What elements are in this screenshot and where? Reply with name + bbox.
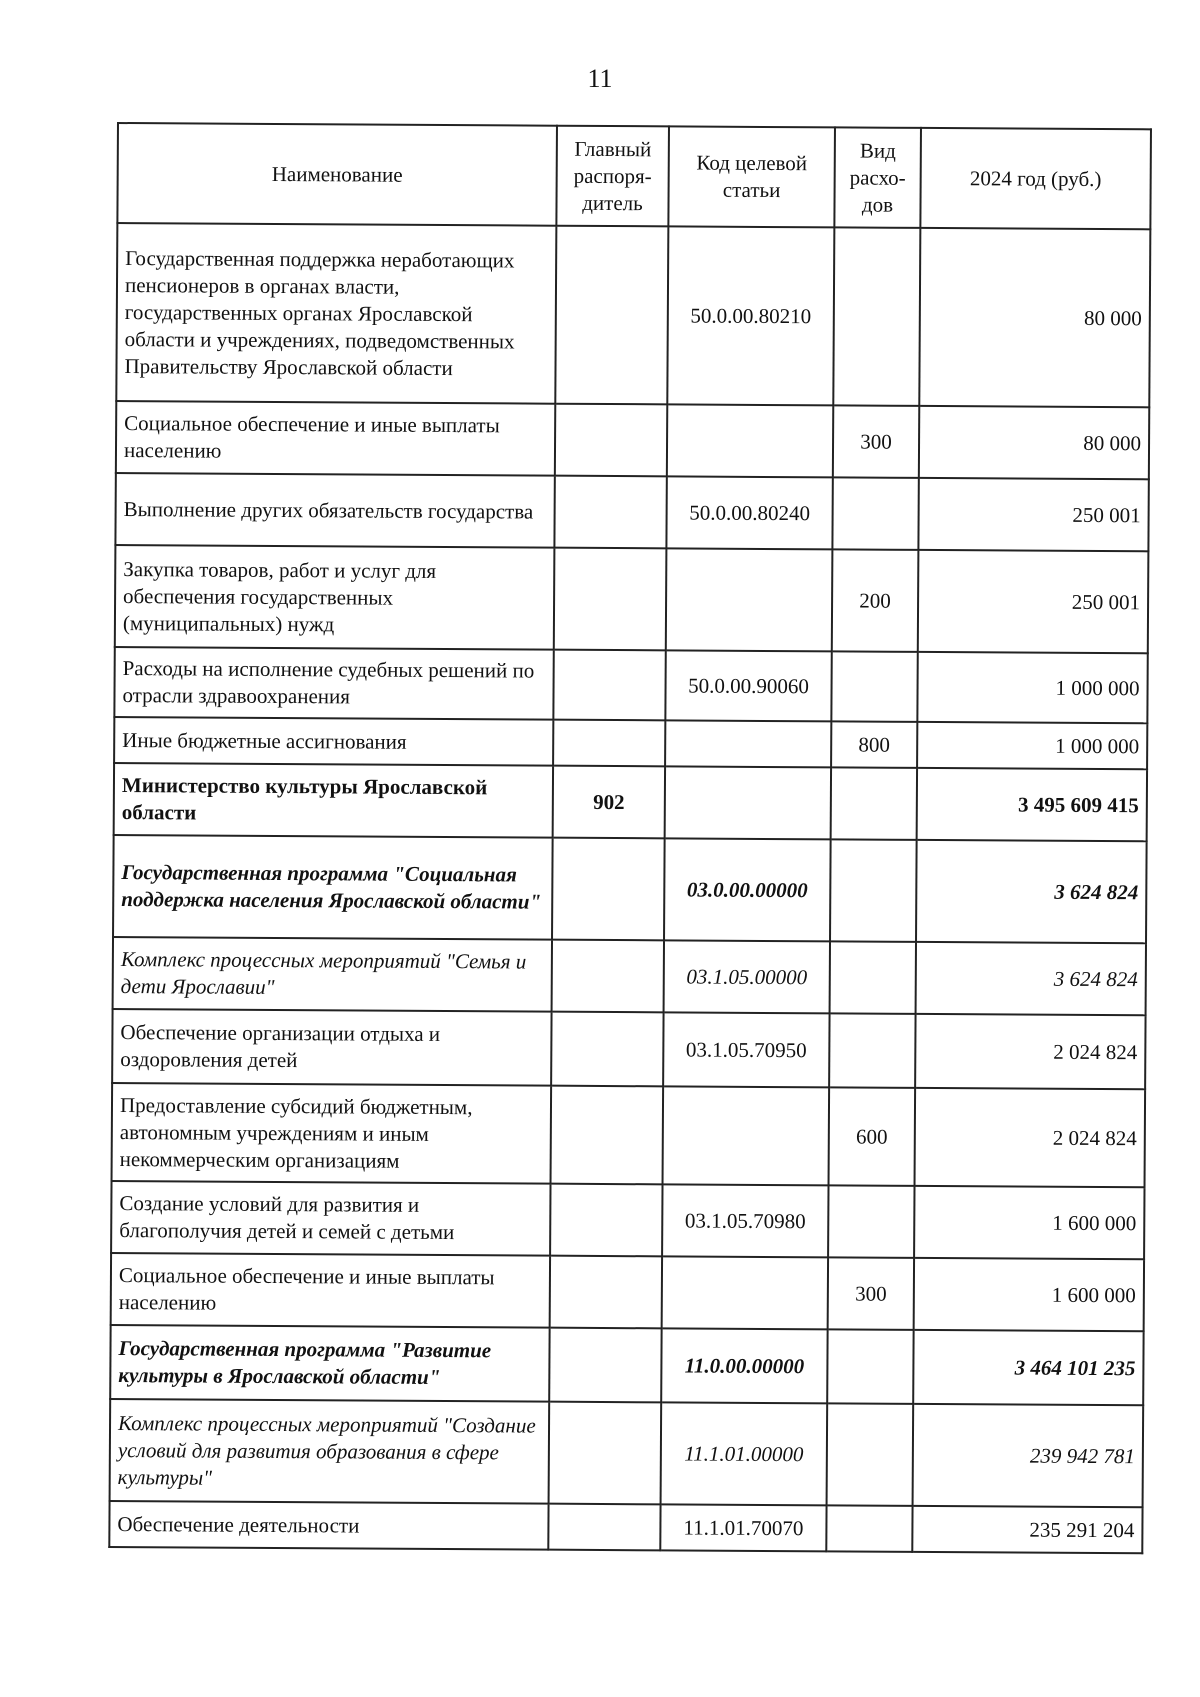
row-amount: 1 600 000 bbox=[914, 1186, 1144, 1259]
row-administrator: 902 bbox=[553, 766, 665, 839]
row-target-code: 50.0.00.80210 bbox=[667, 226, 834, 405]
row-expense-type: 300 bbox=[828, 1257, 914, 1330]
row-amount: 235 291 204 bbox=[912, 1506, 1142, 1553]
table-header-row bbox=[117, 123, 1151, 229]
row-administrator bbox=[549, 1328, 661, 1403]
row-administrator bbox=[551, 1012, 663, 1087]
row-amount: 3 624 824 bbox=[916, 942, 1146, 1015]
row-name: Государственная программа "Развитие культуры в Ярославской области" bbox=[110, 1325, 549, 1402]
row-expense-type bbox=[827, 1329, 913, 1404]
table-row bbox=[110, 1399, 1144, 1507]
row-name: Социальное обеспечение и иные выплаты населению bbox=[116, 401, 555, 476]
row-amount: 3 464 101 235 bbox=[913, 1330, 1143, 1405]
row-target-code bbox=[666, 548, 833, 651]
table-row bbox=[113, 937, 1146, 1015]
table-row bbox=[114, 763, 1147, 841]
table-row bbox=[112, 1009, 1145, 1089]
row-name: Создание условий для развития и благополучия детей и семей с детьми bbox=[111, 1181, 550, 1256]
row-target-code: 03.1.05.70980 bbox=[662, 1184, 828, 1257]
row-target-code: 03.1.05.70950 bbox=[663, 1012, 829, 1087]
row-amount: 1 000 000 bbox=[917, 722, 1147, 769]
row-target-code: 03.1.05.00000 bbox=[664, 940, 830, 1013]
row-administrator bbox=[552, 838, 665, 941]
row-target-code bbox=[667, 404, 833, 477]
page-number: 11 bbox=[587, 64, 613, 93]
table-row bbox=[114, 647, 1147, 723]
row-name: Закупка товаров, работ и услуг для обеспечения государственных (муниципальных) нужд bbox=[115, 545, 555, 650]
table-row bbox=[116, 223, 1150, 407]
header-name: Наименование bbox=[117, 123, 557, 226]
row-expense-type bbox=[826, 1505, 912, 1552]
row-expense-type: 600 bbox=[829, 1087, 916, 1186]
row-administrator bbox=[550, 1184, 662, 1257]
row-target-code bbox=[663, 1086, 830, 1185]
row-amount: 2 024 824 bbox=[915, 1088, 1146, 1187]
row-administrator bbox=[554, 548, 667, 651]
row-name: Государственная программа "Социальная поддержка населения Ярославской области" bbox=[113, 835, 553, 940]
row-target-code: 50.0.00.90060 bbox=[665, 650, 831, 721]
row-administrator bbox=[554, 476, 666, 549]
header-amount-2024: 2024 год (руб.) bbox=[920, 128, 1151, 229]
row-target-code bbox=[665, 720, 831, 767]
table-row bbox=[112, 1083, 1146, 1187]
row-name: Комплекс процессных мероприятий "Семья и дети Ярославии" bbox=[113, 937, 552, 1012]
row-administrator bbox=[550, 1256, 662, 1329]
row-name: Обеспечение организации отдыха и оздоровления детей bbox=[112, 1009, 551, 1086]
row-expense-type bbox=[833, 227, 920, 406]
row-administrator bbox=[555, 226, 668, 405]
table-row bbox=[111, 1181, 1144, 1259]
row-amount: 80 000 bbox=[919, 228, 1150, 407]
table-row bbox=[116, 401, 1149, 479]
row-name: Обеспечение деятельности bbox=[109, 1501, 548, 1550]
table-row bbox=[113, 835, 1147, 943]
row-target-code bbox=[662, 1256, 828, 1329]
row-name: Министерство культуры Ярославской области bbox=[114, 763, 553, 838]
row-amount: 80 000 bbox=[919, 406, 1149, 479]
row-name: Расходы на исполнение судебных решений по отрасли здравоохранения bbox=[114, 647, 553, 720]
table-row bbox=[114, 717, 1147, 769]
row-expense-type: 800 bbox=[831, 721, 917, 768]
row-target-code: 11.1.01.70070 bbox=[660, 1504, 826, 1551]
row-name: Предоставление субсидий бюджетным, автономным учреждениям и иным некоммерческим организациям bbox=[112, 1083, 552, 1184]
row-name: Социальное обеспечение и иные выплаты населению bbox=[111, 1253, 550, 1328]
header-target-code: Код целевой статьи bbox=[668, 126, 835, 227]
row-target-code: 50.0.00.80240 bbox=[666, 476, 832, 549]
row-name: Комплекс процессных мероприятий "Создание условий для развития образования в сфере культуры" bbox=[110, 1399, 550, 1504]
row-administrator bbox=[551, 1086, 664, 1185]
row-expense-type bbox=[832, 477, 918, 550]
table-row bbox=[109, 1501, 1142, 1553]
row-target-code: 11.0.00.00000 bbox=[661, 1328, 827, 1403]
header-expense-type: Вид расхо-дов bbox=[834, 127, 921, 228]
row-amount: 1 000 000 bbox=[917, 652, 1147, 723]
row-amount: 250 001 bbox=[918, 550, 1149, 653]
table-row bbox=[115, 545, 1149, 653]
row-administrator bbox=[552, 940, 664, 1013]
table-row bbox=[111, 1253, 1144, 1331]
header-main-administrator: Главный распоря-дитель bbox=[556, 126, 669, 227]
row-expense-type bbox=[830, 839, 917, 942]
row-target-code bbox=[665, 766, 831, 839]
table-row bbox=[115, 473, 1148, 551]
row-expense-type bbox=[831, 651, 917, 722]
row-amount: 239 942 781 bbox=[913, 1404, 1144, 1507]
row-amount: 3 495 609 415 bbox=[917, 768, 1147, 841]
row-administrator bbox=[549, 1402, 662, 1505]
row-name: Выполнение других обязательств государства bbox=[115, 473, 554, 548]
row-administrator bbox=[555, 404, 667, 477]
row-expense-type bbox=[829, 1013, 915, 1088]
row-expense-type: 200 bbox=[832, 549, 919, 652]
row-administrator bbox=[553, 720, 665, 767]
row-amount: 1 600 000 bbox=[914, 1258, 1144, 1331]
row-amount: 3 624 824 bbox=[916, 840, 1147, 943]
row-name: Государственная поддержка неработающих пенсионеров в органах власти, государственных органах Ярославской области и учреждениях, подведомственных Правительству Ярославской области bbox=[116, 223, 556, 404]
row-expense-type bbox=[827, 1403, 914, 1506]
row-amount: 250 001 bbox=[918, 478, 1148, 551]
row-amount: 2 024 824 bbox=[915, 1014, 1145, 1089]
row-expense-type bbox=[831, 767, 917, 840]
row-administrator bbox=[553, 650, 665, 721]
row-expense-type: 300 bbox=[833, 405, 919, 478]
row-target-code: 03.0.00.00000 bbox=[664, 838, 831, 941]
row-expense-type bbox=[828, 1185, 914, 1258]
row-administrator bbox=[548, 1504, 660, 1551]
table-row bbox=[110, 1325, 1143, 1405]
budget-table bbox=[108, 122, 1152, 1554]
row-expense-type bbox=[830, 941, 916, 1014]
row-target-code: 11.1.01.00000 bbox=[661, 1402, 828, 1505]
row-name: Иные бюджетные ассигнования bbox=[114, 717, 553, 766]
